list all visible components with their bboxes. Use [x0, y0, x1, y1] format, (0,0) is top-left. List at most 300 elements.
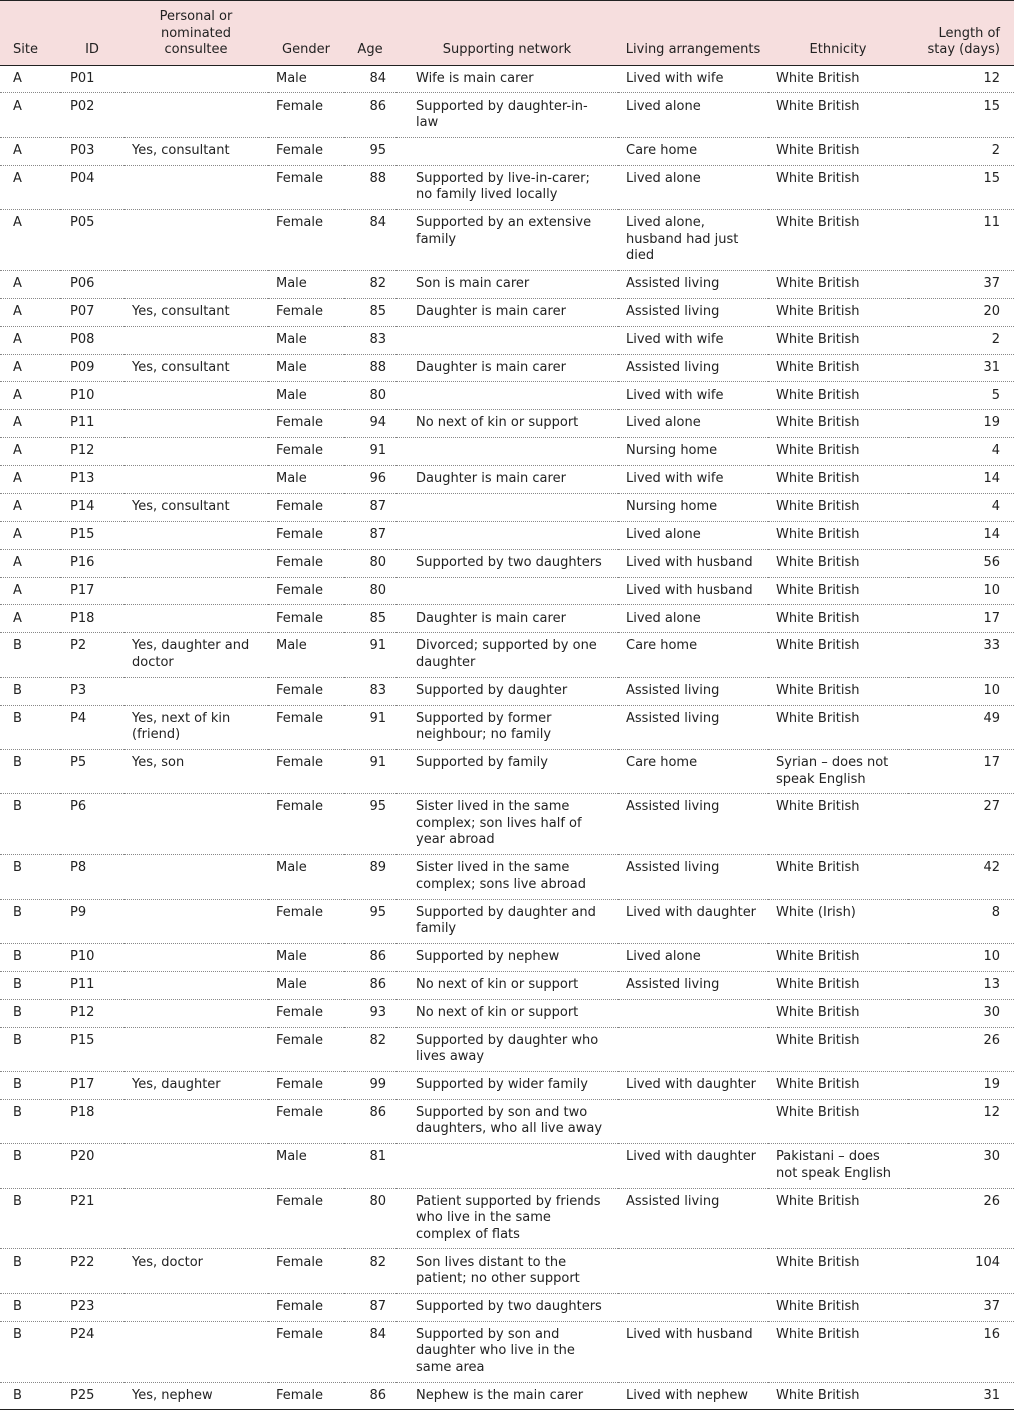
cell-id: P12 — [60, 999, 124, 1027]
cell-consultee: Yes, consultant — [124, 137, 268, 165]
cell-living: Lived with daughter — [618, 1144, 768, 1188]
cell-consultee — [124, 999, 268, 1027]
cell-consultee: Yes, consultant — [124, 354, 268, 382]
cell-length-of-stay: 33 — [908, 633, 1014, 677]
cell-length-of-stay: 30 — [908, 1144, 1014, 1188]
cell-gender: Female — [268, 577, 344, 605]
cell-ethnicity: White British — [768, 382, 908, 410]
cell-site: A — [0, 438, 60, 466]
cell-ethnicity: White British — [768, 1188, 908, 1249]
cell-age: 84 — [344, 1321, 396, 1382]
cell-consultee — [124, 1099, 268, 1143]
cell-length-of-stay: 10 — [908, 577, 1014, 605]
cell-support: Son lives distant to the patient; no other support — [396, 1249, 618, 1293]
cell-age: 96 — [344, 466, 396, 494]
cell-gender: Female — [268, 1188, 344, 1249]
table-row — [0, 1144, 1014, 1188]
cell-support — [396, 521, 618, 549]
cell-support: Supported by former neighbour; no family — [396, 705, 618, 749]
cell-length-of-stay: 2 — [908, 137, 1014, 165]
cell-consultee — [124, 899, 268, 943]
cell-site: A — [0, 137, 60, 165]
cell-support: Daughter is main carer — [396, 298, 618, 326]
cell-site: B — [0, 1188, 60, 1249]
cell-gender: Female — [268, 794, 344, 855]
cell-id: P09 — [60, 354, 124, 382]
cell-site: B — [0, 705, 60, 749]
cell-length-of-stay: 19 — [908, 410, 1014, 438]
cell-living: Nursing home — [618, 438, 768, 466]
cell-consultee — [124, 93, 268, 137]
cell-age: 87 — [344, 1293, 396, 1321]
cell-gender: Female — [268, 165, 344, 209]
cell-id: P5 — [60, 749, 124, 793]
cell-id: P16 — [60, 549, 124, 577]
cell-ethnicity: White British — [768, 270, 908, 298]
cell-ethnicity: White British — [768, 1071, 908, 1099]
cell-consultee — [124, 410, 268, 438]
header-row — [0, 1, 1014, 66]
cell-support — [396, 382, 618, 410]
cell-site: A — [0, 165, 60, 209]
cell-age: 85 — [344, 298, 396, 326]
cell-ethnicity: White British — [768, 549, 908, 577]
cell-ethnicity: White British — [768, 605, 908, 633]
cell-age: 80 — [344, 382, 396, 410]
cell-id: P14 — [60, 493, 124, 521]
cell-site: A — [0, 382, 60, 410]
cell-consultee — [124, 1321, 268, 1382]
cell-living — [618, 1027, 768, 1071]
table-row — [0, 1188, 1014, 1249]
cell-length-of-stay: 4 — [908, 493, 1014, 521]
table-row — [0, 1321, 1014, 1382]
table-header — [0, 1, 1014, 66]
cell-consultee — [124, 270, 268, 298]
cell-living: Lived with wife — [618, 65, 768, 93]
cell-length-of-stay: 12 — [908, 65, 1014, 93]
cell-age: 88 — [344, 354, 396, 382]
cell-living — [618, 999, 768, 1027]
cell-living: Lived with husband — [618, 1321, 768, 1382]
cell-length-of-stay: 37 — [908, 270, 1014, 298]
cell-length-of-stay: 26 — [908, 1188, 1014, 1249]
cell-site: B — [0, 971, 60, 999]
table-row — [0, 354, 1014, 382]
table-row — [0, 382, 1014, 410]
cell-length-of-stay: 8 — [908, 899, 1014, 943]
cell-living: Assisted living — [618, 855, 768, 899]
cell-gender: Female — [268, 137, 344, 165]
cell-gender: Female — [268, 1027, 344, 1071]
cell-consultee — [124, 1144, 268, 1188]
cell-gender: Male — [268, 270, 344, 298]
cell-ethnicity: White (Irish) — [768, 899, 908, 943]
cell-id: P4 — [60, 705, 124, 749]
cell-support: Nephew is the main carer — [396, 1382, 618, 1410]
cell-gender: Female — [268, 1321, 344, 1382]
cell-site: A — [0, 210, 60, 271]
cell-support: Supported by two daughters — [396, 549, 618, 577]
cell-support: Supported by two daughters — [396, 1293, 618, 1321]
cell-ethnicity: White British — [768, 354, 908, 382]
table-row — [0, 633, 1014, 677]
cell-gender: Female — [268, 1099, 344, 1143]
table-row — [0, 999, 1014, 1027]
cell-support: No next of kin or support — [396, 971, 618, 999]
cell-living: Lived alone — [618, 605, 768, 633]
cell-id: P03 — [60, 137, 124, 165]
cell-id: P18 — [60, 605, 124, 633]
cell-age: 95 — [344, 899, 396, 943]
cell-id: P04 — [60, 165, 124, 209]
header-support: Supporting network — [396, 1, 618, 66]
cell-gender: Female — [268, 1249, 344, 1293]
cell-length-of-stay: 27 — [908, 794, 1014, 855]
cell-age: 80 — [344, 577, 396, 605]
cell-living: Care home — [618, 137, 768, 165]
table-row — [0, 899, 1014, 943]
cell-consultee — [124, 165, 268, 209]
cell-site: B — [0, 1321, 60, 1382]
table-row — [0, 521, 1014, 549]
cell-site: A — [0, 605, 60, 633]
cell-ethnicity: White British — [768, 577, 908, 605]
cell-length-of-stay: 10 — [908, 943, 1014, 971]
cell-length-of-stay: 49 — [908, 705, 1014, 749]
table-row — [0, 943, 1014, 971]
cell-gender: Female — [268, 605, 344, 633]
header-site: Site — [0, 1, 60, 66]
cell-site: A — [0, 521, 60, 549]
cell-living: Assisted living — [618, 354, 768, 382]
cell-support: Supported by son and two daughters, who all live away — [396, 1099, 618, 1143]
cell-living: Assisted living — [618, 270, 768, 298]
cell-id: P15 — [60, 521, 124, 549]
cell-consultee: Yes, next of kin (friend) — [124, 705, 268, 749]
cell-age: 99 — [344, 1071, 396, 1099]
cell-gender: Male — [268, 65, 344, 93]
cell-length-of-stay: 14 — [908, 521, 1014, 549]
cell-consultee: Yes, consultant — [124, 493, 268, 521]
cell-age: 91 — [344, 633, 396, 677]
cell-site: A — [0, 326, 60, 354]
cell-ethnicity: White British — [768, 999, 908, 1027]
cell-length-of-stay: 2 — [908, 326, 1014, 354]
cell-living — [618, 1249, 768, 1293]
cell-id: P13 — [60, 466, 124, 494]
cell-support: Patient supported by friends who live in the same complex of flats — [396, 1188, 618, 1249]
cell-id: P3 — [60, 677, 124, 705]
cell-support: Sister lived in the same complex; sons live abroad — [396, 855, 618, 899]
cell-ethnicity: White British — [768, 65, 908, 93]
cell-support: No next of kin or support — [396, 999, 618, 1027]
cell-ethnicity: White British — [768, 1249, 908, 1293]
cell-ethnicity: White British — [768, 971, 908, 999]
cell-living: Lived with husband — [618, 549, 768, 577]
cell-length-of-stay: 104 — [908, 1249, 1014, 1293]
cell-gender: Male — [268, 633, 344, 677]
cell-ethnicity: Pakistani – does not speak English — [768, 1144, 908, 1188]
cell-living: Care home — [618, 633, 768, 677]
cell-age: 86 — [344, 1382, 396, 1410]
cell-length-of-stay: 14 — [908, 466, 1014, 494]
cell-gender: Female — [268, 1071, 344, 1099]
cell-site: B — [0, 855, 60, 899]
cell-ethnicity: White British — [768, 210, 908, 271]
table-row — [0, 677, 1014, 705]
cell-age: 80 — [344, 549, 396, 577]
cell-id: P21 — [60, 1188, 124, 1249]
cell-living — [618, 1099, 768, 1143]
table-row — [0, 65, 1014, 93]
cell-age: 80 — [344, 1188, 396, 1249]
cell-living: Lived alone — [618, 521, 768, 549]
cell-ethnicity: White British — [768, 521, 908, 549]
cell-consultee — [124, 971, 268, 999]
cell-length-of-stay: 10 — [908, 677, 1014, 705]
cell-site: B — [0, 1071, 60, 1099]
table-row — [0, 577, 1014, 605]
cell-id: P07 — [60, 298, 124, 326]
cell-support: Supported by daughter-in-law — [396, 93, 618, 137]
cell-living: Lived alone — [618, 165, 768, 209]
cell-ethnicity: Syrian – does not speak English — [768, 749, 908, 793]
cell-living: Assisted living — [618, 677, 768, 705]
cell-consultee — [124, 677, 268, 705]
cell-support — [396, 137, 618, 165]
cell-ethnicity: White British — [768, 298, 908, 326]
cell-living: Assisted living — [618, 1188, 768, 1249]
cell-site: B — [0, 1382, 60, 1410]
cell-gender: Female — [268, 899, 344, 943]
cell-length-of-stay: 16 — [908, 1321, 1014, 1382]
cell-ethnicity: White British — [768, 633, 908, 677]
cell-ethnicity: White British — [768, 93, 908, 137]
cell-consultee — [124, 382, 268, 410]
cell-support: Supported by wider family — [396, 1071, 618, 1099]
table-row — [0, 210, 1014, 271]
cell-consultee — [124, 210, 268, 271]
cell-support — [396, 1144, 618, 1188]
cell-site: A — [0, 410, 60, 438]
cell-site: B — [0, 794, 60, 855]
table-row — [0, 298, 1014, 326]
cell-support: Sister lived in the same complex; son lives half of year abroad — [396, 794, 618, 855]
cell-ethnicity: White British — [768, 705, 908, 749]
cell-gender: Female — [268, 298, 344, 326]
cell-gender: Female — [268, 705, 344, 749]
cell-gender: Female — [268, 93, 344, 137]
cell-support: Supported by nephew — [396, 943, 618, 971]
cell-site: A — [0, 493, 60, 521]
cell-living: Assisted living — [618, 794, 768, 855]
cell-support — [396, 438, 618, 466]
cell-age: 85 — [344, 605, 396, 633]
cell-site: B — [0, 1027, 60, 1071]
cell-living: Lived with wife — [618, 466, 768, 494]
table-row — [0, 438, 1014, 466]
cell-site: A — [0, 577, 60, 605]
table-row — [0, 137, 1014, 165]
cell-gender: Female — [268, 1293, 344, 1321]
cell-living: Care home — [618, 749, 768, 793]
cell-support: Supported by family — [396, 749, 618, 793]
cell-gender: Female — [268, 493, 344, 521]
cell-consultee — [124, 549, 268, 577]
cell-gender: Female — [268, 549, 344, 577]
cell-consultee — [124, 855, 268, 899]
cell-consultee — [124, 794, 268, 855]
cell-id: P05 — [60, 210, 124, 271]
cell-length-of-stay: 15 — [908, 93, 1014, 137]
cell-consultee — [124, 65, 268, 93]
table-row — [0, 549, 1014, 577]
cell-length-of-stay: 15 — [908, 165, 1014, 209]
cell-ethnicity: White British — [768, 326, 908, 354]
cell-age: 81 — [344, 1144, 396, 1188]
cell-gender: Female — [268, 410, 344, 438]
cell-support — [396, 493, 618, 521]
cell-age: 86 — [344, 943, 396, 971]
cell-gender: Male — [268, 326, 344, 354]
cell-ethnicity: White British — [768, 855, 908, 899]
table-row — [0, 1071, 1014, 1099]
cell-length-of-stay: 4 — [908, 438, 1014, 466]
cell-site: B — [0, 633, 60, 677]
header-age: Age — [344, 1, 396, 66]
cell-consultee: Yes, daughter and doctor — [124, 633, 268, 677]
table-row — [0, 1293, 1014, 1321]
cell-support: Divorced; supported by one daughter — [396, 633, 618, 677]
header-gender: Gender — [268, 1, 344, 66]
cell-living: Assisted living — [618, 705, 768, 749]
cell-site: B — [0, 1249, 60, 1293]
cell-age: 82 — [344, 1027, 396, 1071]
cell-support: Supported by son and daughter who live in the same area — [396, 1321, 618, 1382]
cell-age: 95 — [344, 794, 396, 855]
cell-living — [618, 1293, 768, 1321]
cell-gender: Female — [268, 1382, 344, 1410]
cell-length-of-stay: 20 — [908, 298, 1014, 326]
cell-gender: Female — [268, 749, 344, 793]
cell-ethnicity: White British — [768, 493, 908, 521]
cell-site: A — [0, 65, 60, 93]
cell-site: B — [0, 1099, 60, 1143]
cell-living: Nursing home — [618, 493, 768, 521]
cell-consultee — [124, 1293, 268, 1321]
cell-gender: Female — [268, 210, 344, 271]
cell-age: 86 — [344, 1099, 396, 1143]
cell-consultee — [124, 438, 268, 466]
cell-living: Assisted living — [618, 971, 768, 999]
cell-support: Daughter is main carer — [396, 466, 618, 494]
cell-id: P08 — [60, 326, 124, 354]
cell-ethnicity: White British — [768, 438, 908, 466]
cell-length-of-stay: 42 — [908, 855, 1014, 899]
cell-ethnicity: White British — [768, 943, 908, 971]
cell-length-of-stay: 13 — [908, 971, 1014, 999]
cell-ethnicity: White British — [768, 165, 908, 209]
table-row — [0, 794, 1014, 855]
cell-id: P18 — [60, 1099, 124, 1143]
cell-id: P17 — [60, 577, 124, 605]
cell-id: P10 — [60, 382, 124, 410]
cell-age: 87 — [344, 521, 396, 549]
cell-gender: Female — [268, 521, 344, 549]
cell-gender: Male — [268, 1144, 344, 1188]
cell-age: 82 — [344, 1249, 396, 1293]
cell-id: P22 — [60, 1249, 124, 1293]
cell-consultee — [124, 943, 268, 971]
table-row — [0, 855, 1014, 899]
cell-consultee: Yes, consultant — [124, 298, 268, 326]
cell-site: A — [0, 93, 60, 137]
cell-support: Supported by daughter and family — [396, 899, 618, 943]
cell-id: P25 — [60, 1382, 124, 1410]
cell-consultee: Yes, doctor — [124, 1249, 268, 1293]
cell-length-of-stay: 31 — [908, 1382, 1014, 1410]
cell-site: A — [0, 270, 60, 298]
cell-ethnicity: White British — [768, 1382, 908, 1410]
cell-length-of-stay: 17 — [908, 605, 1014, 633]
cell-consultee — [124, 577, 268, 605]
cell-age: 83 — [344, 677, 396, 705]
cell-id: P2 — [60, 633, 124, 677]
cell-id: P11 — [60, 410, 124, 438]
cell-age: 94 — [344, 410, 396, 438]
cell-gender: Female — [268, 677, 344, 705]
table-row — [0, 493, 1014, 521]
cell-support: No next of kin or support — [396, 410, 618, 438]
cell-age: 84 — [344, 210, 396, 271]
cell-support: Wife is main carer — [396, 65, 618, 93]
table-row — [0, 326, 1014, 354]
cell-gender: Female — [268, 438, 344, 466]
cell-id: P8 — [60, 855, 124, 899]
cell-age: 91 — [344, 749, 396, 793]
cell-age: 83 — [344, 326, 396, 354]
cell-age: 86 — [344, 971, 396, 999]
cell-ethnicity: White British — [768, 677, 908, 705]
cell-gender: Male — [268, 855, 344, 899]
cell-id: P17 — [60, 1071, 124, 1099]
cell-id: P23 — [60, 1293, 124, 1321]
cell-living: Lived with daughter — [618, 899, 768, 943]
cell-site: B — [0, 1144, 60, 1188]
table-row — [0, 466, 1014, 494]
cell-age: 95 — [344, 137, 396, 165]
cell-length-of-stay: 37 — [908, 1293, 1014, 1321]
cell-consultee — [124, 521, 268, 549]
cell-site: A — [0, 354, 60, 382]
cell-living: Lived with nephew — [618, 1382, 768, 1410]
cell-age: 88 — [344, 165, 396, 209]
cell-support — [396, 326, 618, 354]
cell-age: 91 — [344, 705, 396, 749]
cell-ethnicity: White British — [768, 794, 908, 855]
cell-age: 89 — [344, 855, 396, 899]
table-row — [0, 270, 1014, 298]
cell-living: Lived alone — [618, 943, 768, 971]
cell-living: Lived alone, husband had just died — [618, 210, 768, 271]
header-id: ID — [60, 1, 124, 66]
cell-living: Lived alone — [618, 93, 768, 137]
cell-support — [396, 577, 618, 605]
cell-id: P01 — [60, 65, 124, 93]
cell-length-of-stay: 30 — [908, 999, 1014, 1027]
cell-ethnicity: White British — [768, 466, 908, 494]
